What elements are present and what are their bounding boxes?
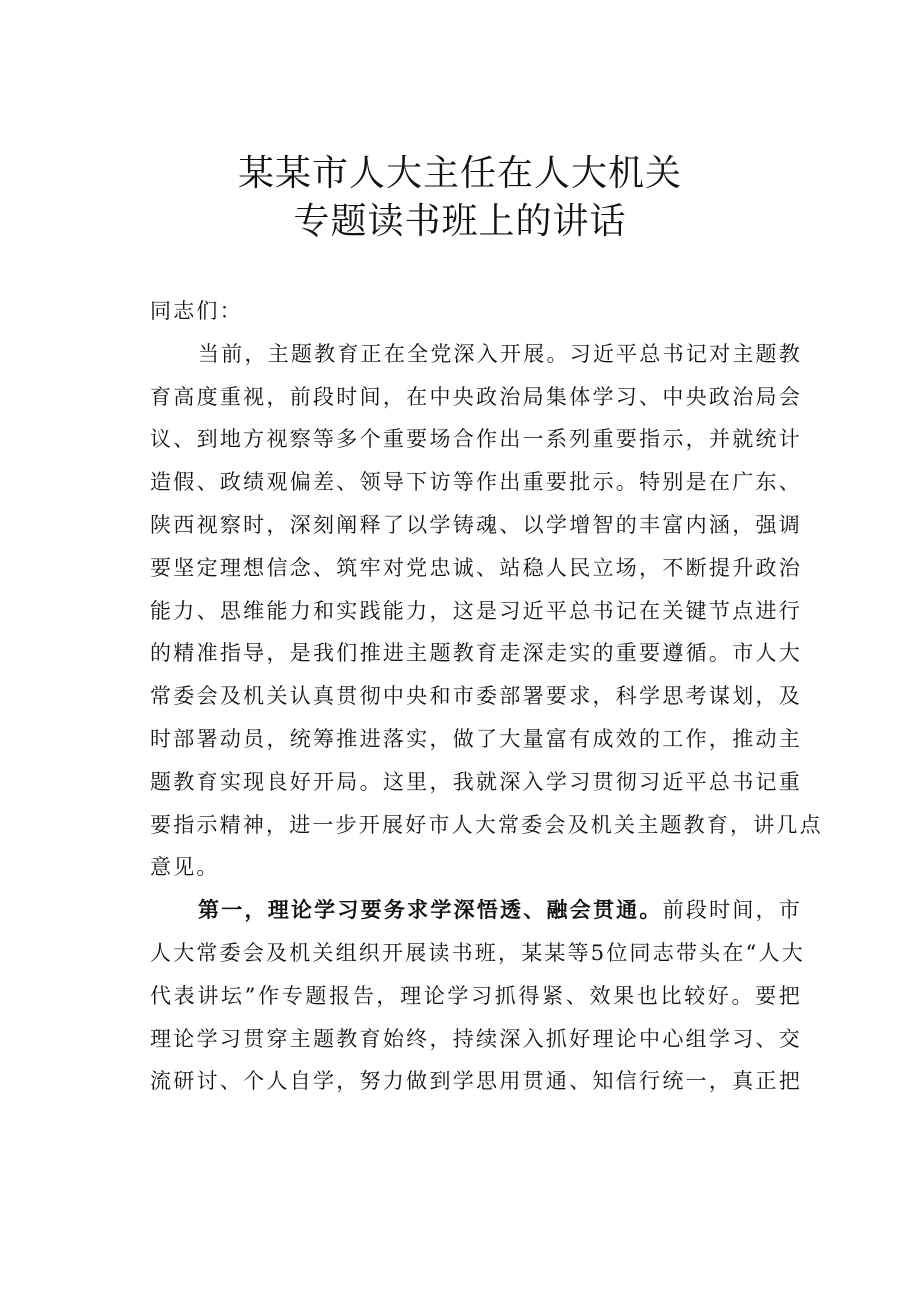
title-line-2: 专题读书班上的讲话 [293, 201, 627, 242]
paragraph-line: 人大常委会及机关组织开展读书班，某某等5位同志带头在“人大 [150, 940, 805, 965]
paragraph-line: 育高度重视，前段时间，在中央政治局集体学习、中央政治局会 [150, 384, 802, 409]
paragraph-2 [150, 889, 805, 1103]
paragraph-line: 陕西视察时，深刻阐释了以学铸魂、以学增智的丰富内涵，强调 [150, 512, 802, 537]
document-body [150, 290, 823, 1103]
paragraph-line: 造假、政绩观偏差、领导下访等作出重要批示。特别是在广东、 [150, 470, 802, 495]
paragraph-line: 题教育实现良好开局。这里，我就深入学习贯彻习近平总书记重 [150, 769, 802, 794]
salutation: 同志们： [150, 299, 243, 323]
paragraph-line-rest: 前段时间，市 [662, 898, 802, 923]
paragraph-line: 议、到地方视察等多个重要场合作出一系列重要指示，并就统计 [150, 427, 802, 452]
paragraph-line: 意见。 [150, 855, 220, 880]
paragraph-line-with-heading [150, 889, 802, 932]
paragraph-line: 代表讲坛”作专题报告，理论学习抓得紧、效果也比较好。要把 [150, 983, 802, 1008]
paragraph-line: 要指示精神，进一步开展好市人大常委会及机关主题教育，讲几点 [150, 812, 823, 837]
paragraph-line: 常委会及机关认真贯彻中央和市委部署要求，科学思考谋划，及 [150, 684, 802, 709]
section-heading: 第一，理论学习要务求学深悟透、融会贯通。 [198, 897, 663, 923]
paragraph-line: 时部署动员，统筹推进落实，做了大量富有成效的工作，推动主 [150, 726, 802, 751]
paragraph-line: 要坚定理想信念、筑牢对党忠诚、站稳人民立场，不断提升政治 [150, 555, 802, 580]
paragraph-line: 流研讨、个人自学，努力做到学思用贯通、知信行统一，真正把 [150, 1069, 802, 1094]
title-line-1: 某某市人大主任在人大机关 [237, 153, 682, 194]
paragraph-line: 能力、思维能力和实践能力，这是习近平总书记在关键节点进行 [150, 598, 802, 623]
paragraph-line: 理论学习贯穿主题教育始终，持续深入抓好理论中心组学习、交 [150, 1026, 802, 1051]
paragraph-1 [150, 333, 823, 889]
document-title [0, 150, 920, 246]
paragraph-line: 的精准指导，是我们推进主题教育走深走实的重要遵循。市人大 [150, 641, 802, 666]
paragraph-line: 当前，主题教育正在全党深入开展。习近平总书记对主题教 [198, 341, 802, 366]
